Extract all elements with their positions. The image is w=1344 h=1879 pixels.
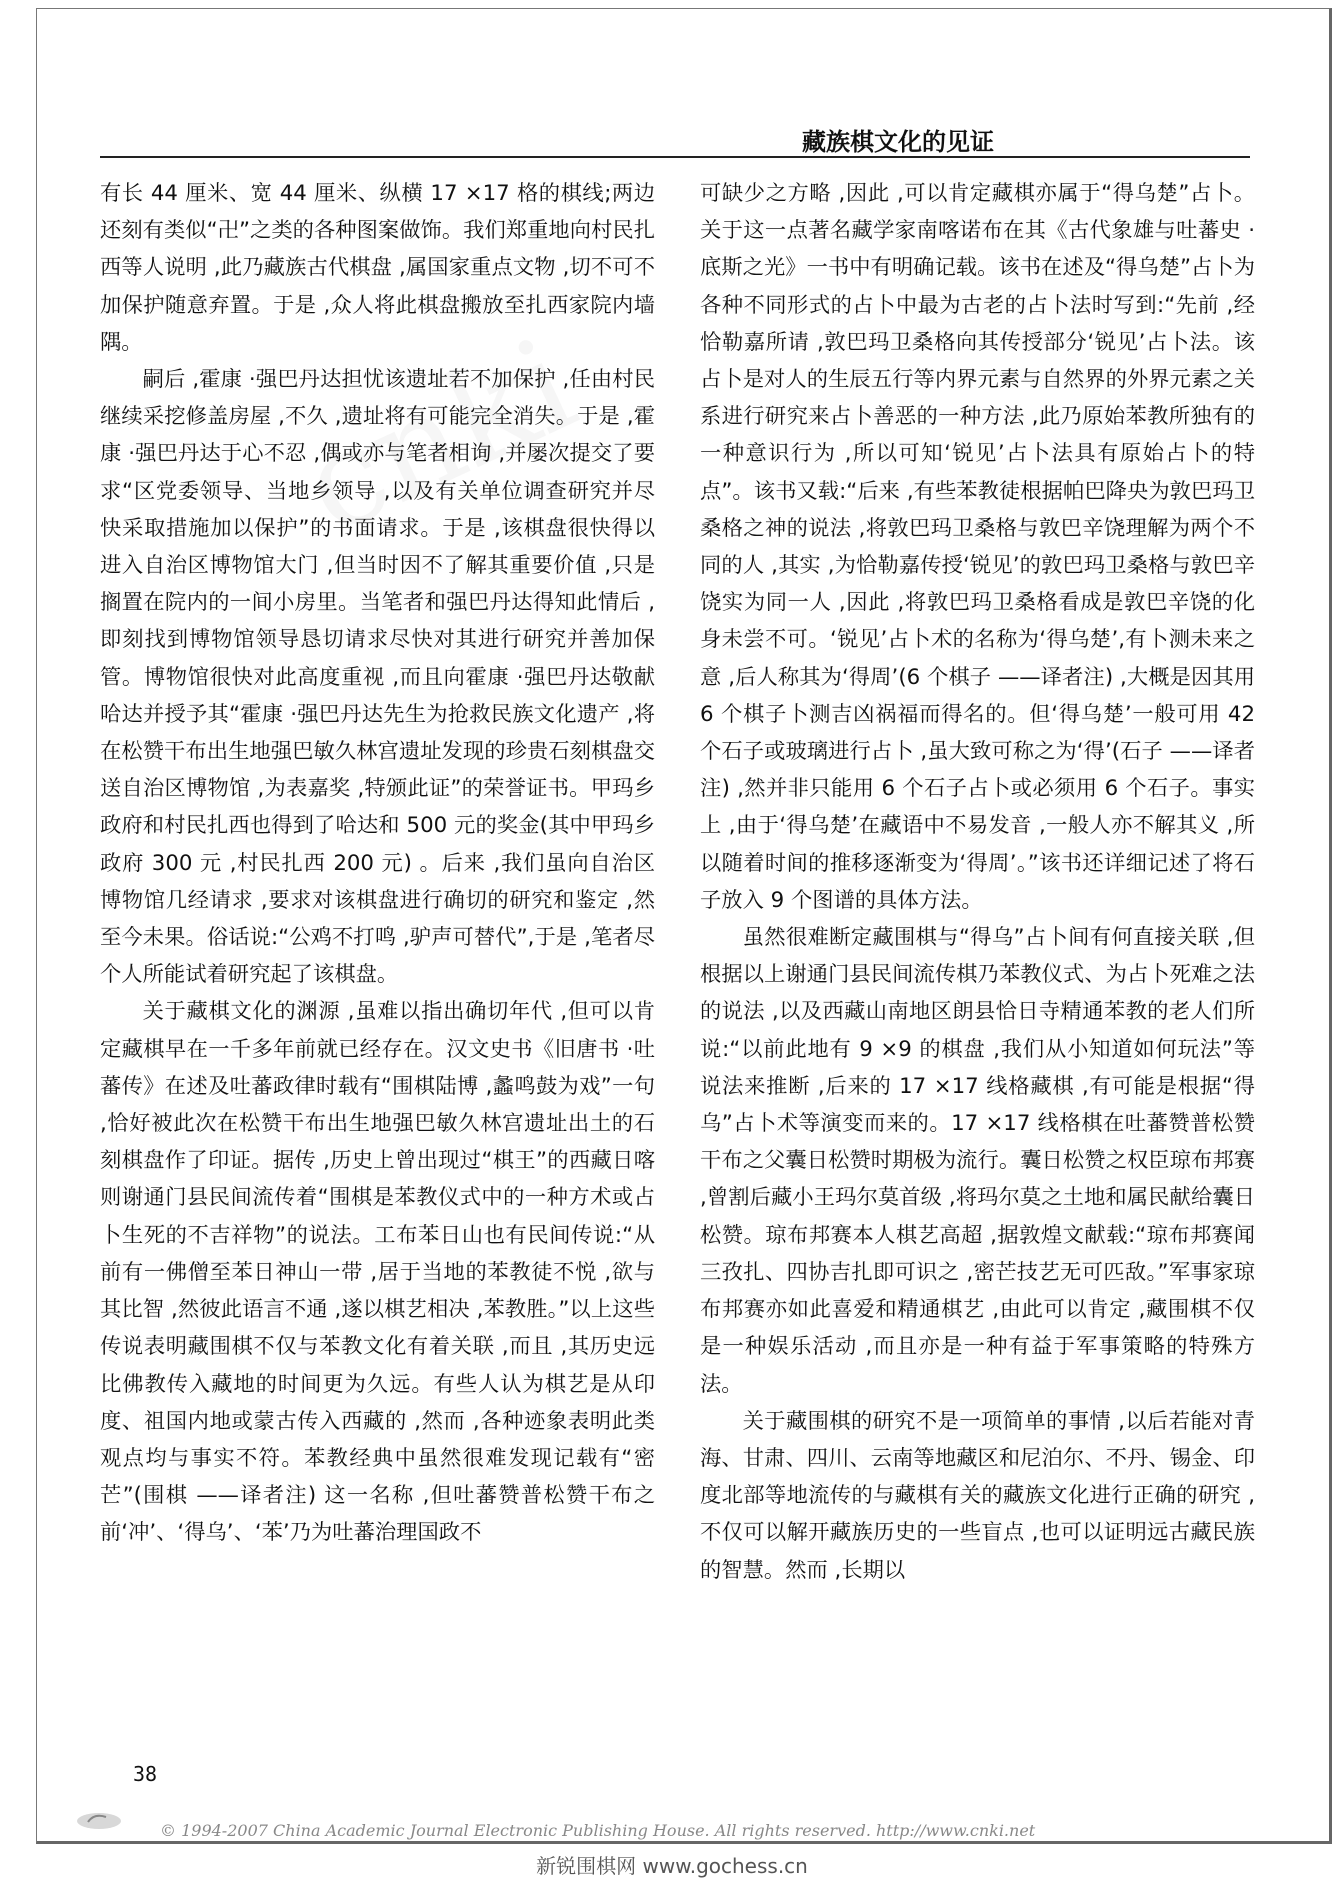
cnki-logo-icon — [74, 1809, 124, 1831]
left-paragraph-3: 关于藏棋文化的渊源 ,虽难以指出确切年代 ,但可以肯定藏棋早在一千多年前就已经存在。汉文史书《旧唐书 ·吐蕃传》在述及吐蕃政律时载有“围棋陆博 ,蠡鸣鼓为戏”一句 ,恰好被此次在松赞干布出生地强巴敏久林宫遗址出土的石刻棋盘作了印证。据传 ,历史上曾出现过“棋王”的西藏日喀则谢通门县民间流传着“围棋是苯教仪式中的一种方术或占卜生死的不吉祥物”的说法。工布苯日山也有民间传说:“从前有一佛僧至苯日神山一带 ,居于当地的苯教徒不悦 ,欲与其比智 ,然彼此语言不通 ,遂以棋艺相决 ,苯教胜。”以上这些传说表明藏围棋不仅与苯教文化有着关联 ,而且 ,其历史远比佛教传入藏地的时间更为久远。有些人认为棋艺是从印度、祖国内地或蒙古传入西藏的 ,然而 ,各种迹象表明此类观点均与事实不符。苯教经典中虽然很难发现记载有“密芒”(围棋 ——译者注) 这一名称 ,但吐蕃赞普松赞干布之前‘冲’、‘得乌’、‘苯’乃为吐蕃治理国政不 — [100, 999, 655, 1546]
right-paragraph-1: 可缺少之方略 ,因此 ,可以肯定藏棋亦属于“得乌楚”占卜。关于这一点著名藏学家南喀诺布在其《古代象雄与吐蕃史 ·底斯之光》一书中有明确记载。该书在述及“得乌楚”占卜为各种不同形式的占卜中最为古老的占卜法时写到:“先前 ,经恰勒嘉所请 ,敦巴玛卫桑格向其传授部分‘锐见’占卜法。该占卜是对人的生辰五行等内界元素与自然界的外界元素之关系进行研究来占卜善恶的一种方法 ,此乃原始苯教所独有的一种意识行为 ,所以可知‘锐见’占卜法具有原始占卜的特点”。该书又载:“后来 ,有些苯教徒根据帕巴降央为敦巴玛卫桑格之神的说法 ,将敦巴玛卫桑格与敦巴辛饶理解为两个不同的人 ,其实 ,为恰勒嘉传授‘锐见’的敦巴玛卫桑格与敦巴辛饶实为同一人 ,因此 ,将敦巴玛卫桑格看成是敦巴辛饶的化身未尝不可。‘锐见’占卜术的名称为‘得乌楚’,有卜测未来之意 ,后人称其为‘得周’(6 个棋子 ——译者注) ,大概是因其用 6 个棋子卜测吉凶祸福而得名的。但‘得乌楚’一般可用 42 个石子或玻璃进行占卜 ,虽大致可称之为‘得’(石子 ——译者注) ,然并非只能用 6 个石子占卜或必须用 6 个石子。事实上 ,由于‘得乌楚’在藏语中不易发音 ,一般人亦不解其义 ,所以随着时间的推移逐渐变为‘得周’。”该书还详细记述了将石子放入 9 个图谱的具体方法。 — [700, 181, 1255, 913]
footer-site-link[interactable]: 新锐围棋网 www.gochess.cn — [536, 1854, 808, 1878]
left-paragraph-1: 有长 44 厘米、宽 44 厘米、纵横 17 ×17 格的棋线;两边还刻有类似“卍”之类的各种图案做饰。我们郑重地向村民扎西等人说明 ,此乃藏族古代棋盘 ,属国家重点文物 ,切不可不加保护随意弃置。于是 ,众人将此棋盘搬放至扎西家院内墙隅。 — [100, 181, 655, 355]
running-header-title: 藏族棋文化的见证 — [802, 127, 994, 156]
right-paragraph-2: 虽然很难断定藏围棋与“得乌”占卜间有何直接关联 ,但根据以上谢通门县民间流传棋乃苯教仪式、为占卜死难之法的说法 ,以及西藏山南地区朗县恰日寺精通苯教的老人们所说:“以前此地有 9 ×9 的棋盘 ,我们从小知道如何玩法”等说法来推断 ,后来的 17 ×17 线格藏棋 ,有可能是根据“得乌”占卜术等演变而来的。17 ×17 线格棋在吐蕃赞普松赞干布之父囊日松赞时期极为流行。囊日松赞之权臣琼布邦赛 ,曾割后藏小王玛尔莫首级 ,将玛尔莫之土地和属民献给囊日松赞。琼布邦赛本人棋艺高超 ,据敦煌文献载:“琼布邦赛闻三孜扎、四协吉扎即可识之 ,密芒技艺无可匹敌。”军事家琼布邦赛亦如此喜爱和精通棋艺 ,由此可以肯定 ,藏围棋不仅是一种娱乐活动 ,而且亦是一种有益于军事策略的特殊方法。 — [700, 925, 1255, 1397]
right-column — [700, 175, 1255, 1589]
page-number: 38 — [133, 1762, 158, 1786]
copyright-notice: © 1994-2007 China Academic Journal Electronic Publishing House. All rights reserved. http://www.cnki.net — [160, 1821, 1036, 1840]
left-paragraph-2: 嗣后 ,霍康 ·强巴丹达担忧该遗址若不加保护 ,任由村民继续采挖修盖房屋 ,不久 ,遗址将有可能完全消失。于是 ,霍康 ·强巴丹达于心不忍 ,偶或亦与笔者相询 ,并屡次提交了要求“区党委领导、当地乡领导 ,以及有关单位调查研究并尽快采取措施加以保护”的书面请求。于是 ,该棋盘很快得以进入自治区博物馆大门 ,但当时因不了解其重要价值 ,只是搁置在院内的一间小房里。当笔者和强巴丹达得知此情后 ,即刻找到博物馆领导恳切请求尽快对其进行研究并善加保管。博物馆很快对此高度重视 ,而且向霍康 ·强巴丹达敬献哈达并授予其“霍康 ·强巴丹达先生为抢救民族文化遗产 ,将在松赞干布出生地强巴敏久林宫遗址发现的珍贵石刻棋盘交送自治区博物馆 ,为表嘉奖 ,特颁此证”的荣誉证书。甲玛乡政府和村民扎西也得到了哈达和 500 元的奖金(其中甲玛乡政府 300 元 ,村民扎西 200 元) 。后来 ,我们虽向自治区博物馆几经请求 ,要求对该棋盘进行确切的研究和鉴定 ,然至今未果。俗话说:“公鸡不打鸣 ,驴声可替代”,于是 ,笔者尽个人所能试着研究起了该棋盘。 — [100, 367, 655, 988]
right-paragraph-3: 关于藏围棋的研究不是一项简单的事情 ,以后若能对青海、甘肃、四川、云南等地藏区和尼泊尔、不丹、锡金、印度北部等地流传的与藏棋有关的藏族文化进行正确的研究 ,不仅可以解开藏族历史的一些盲点 ,也可以证明远古藏民族的智慧。然而 ,长期以 — [700, 1408, 1255, 1583]
left-column — [100, 175, 655, 1552]
header-rule — [100, 156, 1250, 158]
